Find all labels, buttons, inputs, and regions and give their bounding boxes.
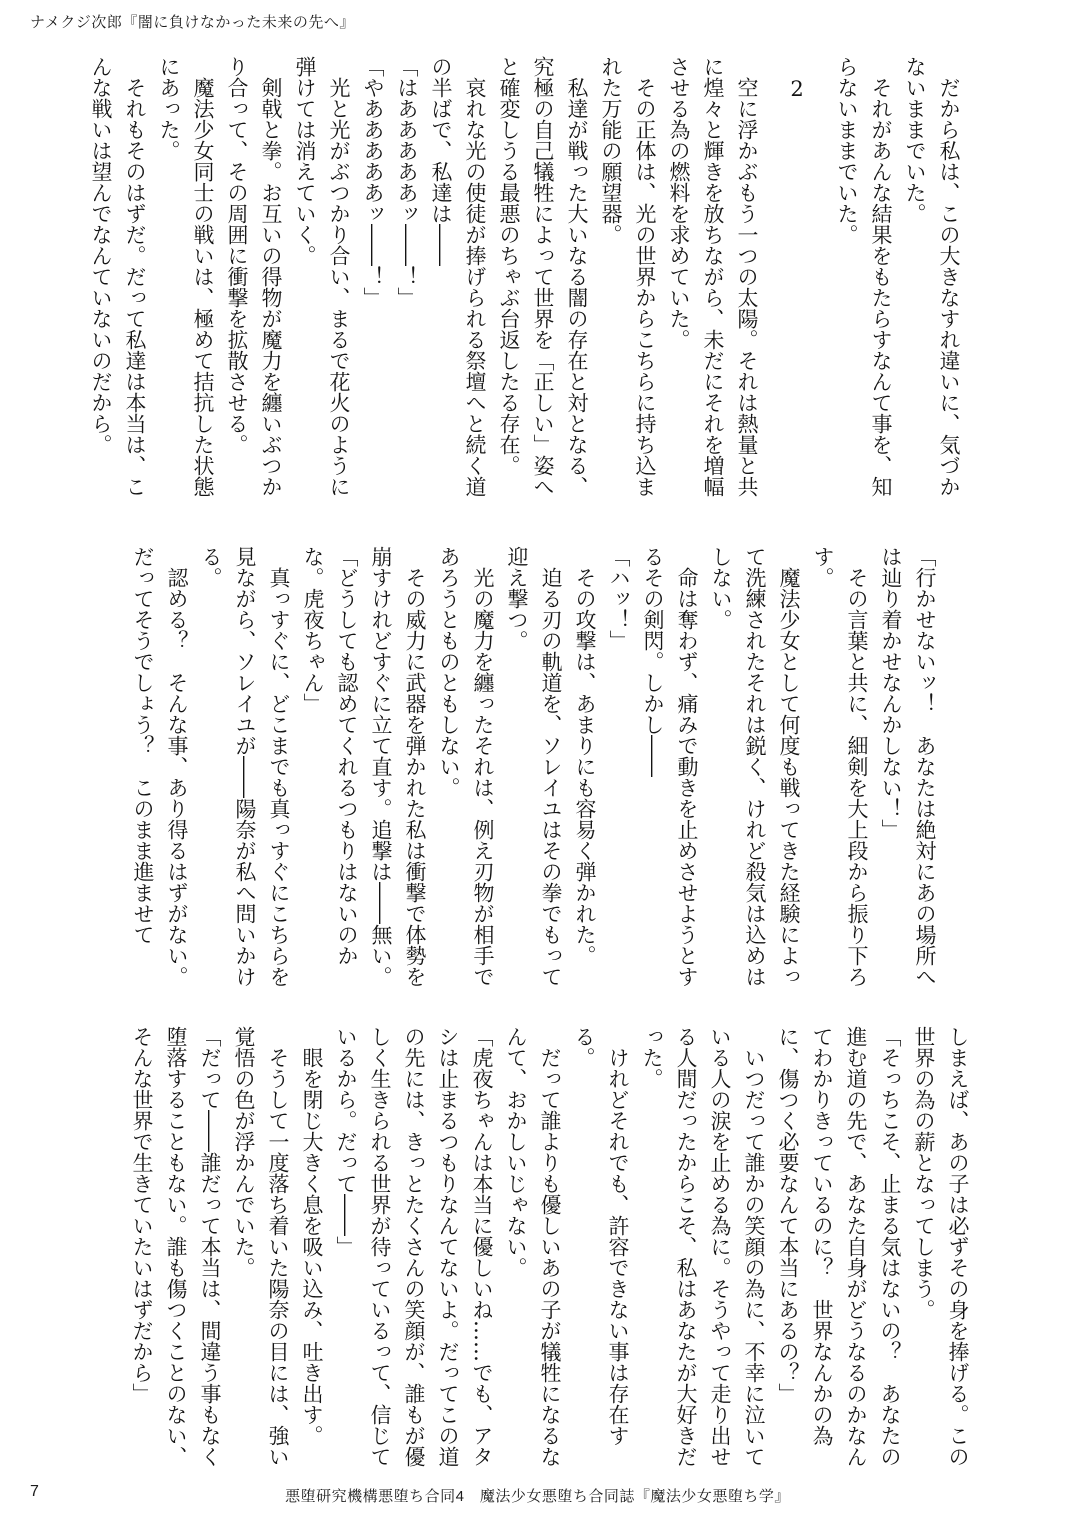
paragraph: その威力に武器を弾かれた私は衝撃で体勢を崩すけれどすぐに立て直す。追撃は――無い。 (369, 546, 427, 987)
running-header-title: ナメクジ次郎『闇に負けなかった未来の先へ』 (30, 14, 355, 31)
footer-credit: 悪堕研究機構悪堕ち合同4 魔法少女悪堕ち合同誌『魔法少女悪堕ち学』 (285, 1488, 790, 1505)
paragraph: 「そっちこそ、止まる気はないの？ あなたの進む道の先で、あなた自身がどうなるのかなんてわかりきっているのに？ 世界なんかの為に、傷つく必要なんて本当にあるの？」 (776, 1026, 902, 1467)
paragraph: そうして一度落ち着いた陽奈の目には、強い覚悟の色が浮かんでいた。 (232, 1026, 290, 1467)
paragraph: 魔法少女同士の戦いは、極めて拮抗した状態にあった。 (157, 56, 215, 497)
paragraph: 迫る刃の軌道を、ソレイユはその拳でもって迎え撃つ。 (505, 546, 563, 987)
paragraph: 「どうしても認めてくれるつもりはないのかな。虎夜ちゃん」 (301, 546, 359, 966)
paragraph: 哀れな光の使徒が捧げられる祭壇へと続く道の半ばで、私達は―― (429, 56, 487, 497)
paragraph: いつだって誰かの笑顔の為に、不幸に泣いている人の涙を止める為に。そうやって走り出せる人間だったからこそ、私はあなたが大好きだった。 (640, 1026, 766, 1467)
paragraph: 「はあああああッ――！」 (395, 56, 419, 308)
paragraph: その言葉と共に、細剣を大上段から振り下ろす。 (811, 546, 869, 987)
text-block-top (84, 56, 966, 512)
text-block-bottom (125, 1026, 975, 1474)
paragraph: けれどそれでも、許容できない事は存在する。 (572, 1026, 630, 1446)
text-block-middle (126, 546, 942, 998)
paragraph: 剣戟と拳。お互いの得物が魔力を纏いぶつかり合って、その周囲に衝撃を拡散させる。 (225, 56, 283, 497)
paragraph: だから私は、この大きなすれ違いに、気づかないままでいた。 (903, 56, 961, 497)
paragraph: それがあんな結果をもたらすなんて事を、知らないままでいた。 (835, 56, 893, 497)
paragraph: それもそのはずだ。だって私達は本当は、こんな戦いは望んでなんていないのだから。 (89, 56, 147, 497)
paragraph: しまえば、あの子は必ずその身を捧げる。この世界の為の薪となってしまう。 (912, 1026, 970, 1467)
paragraph: 光の魔力を纏ったそれは、例え刃物が相手であろうとものともしない。 (437, 546, 495, 987)
paragraph: 空に浮かぶもう一つの太陽。それは熱量と共に煌々と輝きを放ちながら、未だにそれを増幅させる為の燃料を求めていた。 (667, 56, 759, 497)
paragraph: 「虎夜ちゃんは本当に優しいね……でも、アタシは止まるつもりなんてないよ。だってこの道の先には、きっとたくさんの笑顔が、誰もが優しく生きられる世界が待っているって、信じているから。だって――」 (334, 1026, 494, 1467)
paragraph: その正体は、光の世界からこちらに持ち込まれた万能の願望器。 (599, 56, 657, 497)
page-number: 7 (30, 1483, 39, 1500)
paragraph: 命は奪わず、痛みで動きを止めさせようとするその剣閃。しかし―― (641, 546, 699, 987)
paragraph: その攻撃は、あまりにも容易く弾かれた。 (573, 567, 597, 966)
paragraph: 「行かせないッ！ あなたは絶対にあの場所へは辿り着かせなんかしない！」 (879, 546, 937, 987)
paragraph: 「だって――誰だって本当は、間違う事もなく堕落することもない。誰も傷つくことのない、そんな世界で生きていたいはずだから」 (130, 1026, 222, 1467)
paragraph: 「ハッ！」 (607, 546, 631, 651)
paragraph: だって誰よりも優しいあの子が犠牲になるなんて、おかしいじゃない。 (504, 1026, 562, 1467)
paragraph: 眼を閉じ大きく息を吸い込み、吐き出す。 (300, 1047, 324, 1446)
paragraph: 私達が戦った大いなる闇の存在と対となる、究極の自己犠牲によって世界を「正しい」姿へと確変しうる最悪のちゃぶ台返したる存在。 (497, 56, 589, 497)
paragraph: 真っすぐに、どこまでも真っすぐにこちらを見ながら、ソレイユが――陽奈が私へ問いかける。 (199, 546, 291, 987)
section-number: 2 (785, 77, 809, 101)
paragraph: 光と光がぶつかり合い、まるで花火のように弾けては消えていく。 (293, 56, 351, 497)
paragraph: 認める？ そんな事、あり得るはずがない。だってそうでしょう？ このまま進ませて (131, 546, 189, 987)
paragraph: 魔法少女として何度も戦ってきた経験によって洗練されたそれは鋭く、けれど殺気は込めはしない。 (709, 546, 801, 987)
paragraph: 「やあああああッ――！」 (361, 56, 385, 308)
